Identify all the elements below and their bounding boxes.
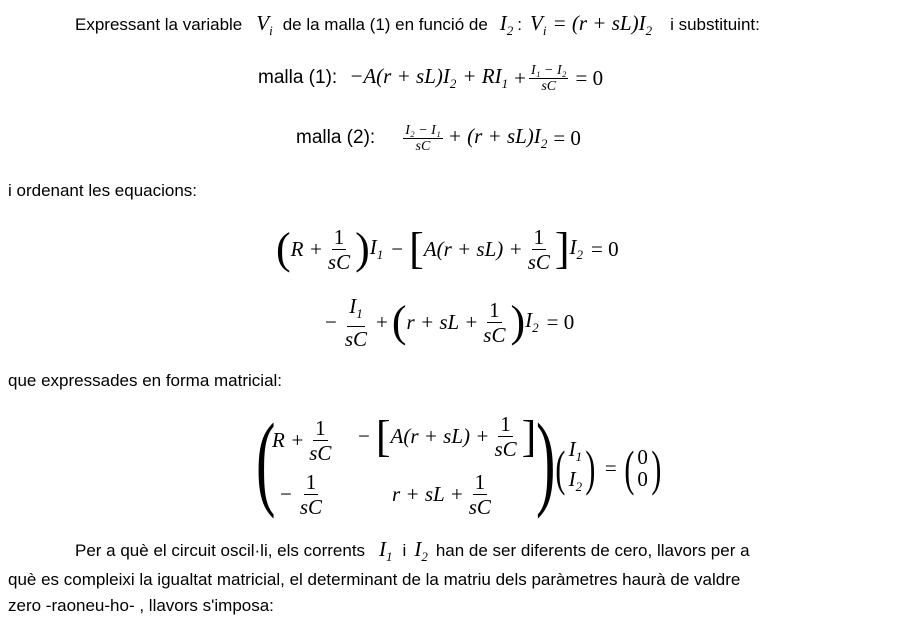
order-text: i ordenant les equacions:	[8, 181, 198, 200]
eq1-frac-2: $\frac{1}{sC}$	[527, 224, 550, 274]
intro-colon: :	[517, 15, 523, 34]
matrix-left-paren: (	[255, 402, 276, 519]
eq2-inner: r + sL +	[406, 309, 479, 334]
mesh2-label: malla (2):	[296, 127, 376, 148]
eq1-frac-1: $\frac{1}{sC}$	[327, 224, 351, 274]
closing-line-2: què es compleixi la igualtat matricial, el determinant de la matriu dels paràmetres haurà de valdre	[8, 570, 741, 589]
eq1-I1: $I_1$	[369, 235, 384, 262]
matrix-a21: − $\frac{1}{sC}$	[280, 470, 323, 519]
mesh1-expr-a: $-A(r + sL)I_2$	[349, 64, 457, 91]
intro-eq: = $(r + sL)I_2$	[552, 11, 653, 38]
closing-line-1: Per a què el circuit oscil·li, els corrents $I_1$ i $I_2$ han de ser diferents de cero, llavors per a	[75, 537, 750, 564]
intro-var: $V_i$	[256, 11, 273, 38]
matrix-right-paren: )	[535, 402, 556, 519]
eq2-frac-2: $\frac{1}{sC}$	[483, 297, 506, 347]
matrix-a11: R + $\frac{1}{sC}$	[272, 416, 332, 465]
mesh2-rhs: = 0	[553, 125, 581, 150]
mesh1-fraction: $\frac{\text{I₁ − I₂}}{sC}$	[530, 62, 567, 94]
eq2-frac-1: $\frac{I_1}{sC}$	[344, 293, 368, 351]
eq1-A: A(r + sL) +	[423, 236, 523, 261]
eq1-rhs: = 0	[591, 236, 619, 261]
mesh2-equation	[296, 116, 581, 160]
eq2-plus: +	[376, 309, 388, 334]
current-vector: ( $I_1$ $I_2$ ) = ( 0 0 )	[555, 437, 662, 496]
mesh1-label: malla (1):	[258, 67, 338, 88]
eq2-rhs: = 0	[546, 309, 575, 334]
intro-line	[75, 10, 760, 40]
ordered-eq-1: ( R + $\frac{1}{sC}$ ) $I_1$ − [ A(r + sL) + $\frac{1}{sC}$ ] $I_2$ = 0	[276, 224, 619, 274]
matrix-text: que expressades en forma matricial:	[8, 371, 283, 390]
ordered-eq-2: − $\frac{I_1}{sC}$ + ( r + sL + $\frac{1}{sC}$ ) $I_2$ = 0	[325, 293, 575, 351]
intro-var-2: $V_i$	[530, 11, 547, 38]
mesh1-rhs: = 0	[575, 65, 604, 90]
eq1-minus: −	[391, 236, 404, 261]
matrix-a12: − [ A(r + sL) + $\frac{1}{sC}$ ]	[358, 411, 537, 461]
closing-line-3: zero -raoneu-ho- , llavors s'imposa:	[8, 596, 274, 615]
mesh1-equation: malla (1): $-A(r + sL)I_2$ + $RI_1$ + $\frac{\text{I₁ − I₂}}{sC}$ = 0	[258, 62, 604, 94]
mesh1-expr-b: + $RI_1$	[462, 64, 509, 91]
intro-text-1: Expressant la variable	[75, 15, 243, 34]
eq1-I2: $I_2$	[569, 235, 584, 262]
mesh2-fraction: $\frac{\text{I₂ − I₁}}{sC}$	[405, 122, 441, 154]
eq2-minus: −	[325, 309, 337, 334]
eq1-R: R +	[290, 236, 323, 261]
intro-text-2: de la malla (1) en funció de	[282, 15, 488, 34]
intro-text-3: i substituint:	[670, 15, 760, 34]
matrix-equation	[248, 402, 668, 528]
matrix-a22: r + sL + $\frac{1}{sC}$	[392, 470, 491, 519]
intro-func: $I_2$	[499, 11, 514, 38]
mesh2-expr: + $(r + sL)I_2$	[447, 124, 548, 151]
eq2-I2: $I_2$	[525, 308, 539, 335]
